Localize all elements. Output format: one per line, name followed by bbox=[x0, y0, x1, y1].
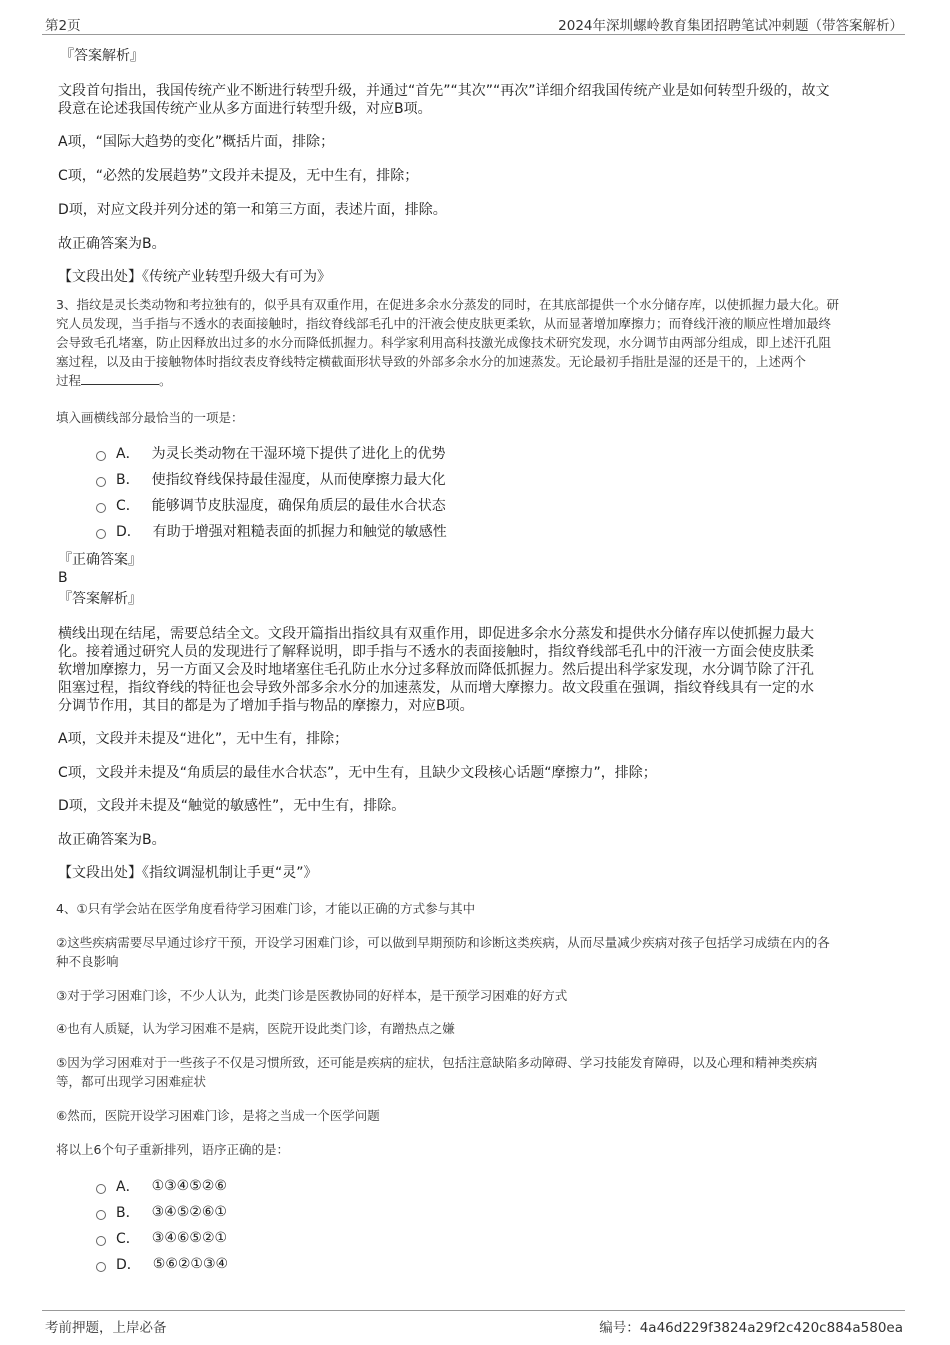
radio-button[interactable] bbox=[96, 1184, 106, 1194]
page-header bbox=[42, 12, 905, 35]
analysis-line: 化。接着通过研究人员的发现进行了解释说明，即手指与不透水的表面接触时，指纹脊线部毛孔中的汗液一方面会使皮肤柔 bbox=[58, 644, 814, 660]
stem-line: 塞过程，以及由于接触物体时指纹表皮脊线特定横截面形状导致的外部多余水分的加速蒸发。无论最初手指肚是湿的还是干的，上述两个 bbox=[56, 354, 807, 369]
question-3-stem bbox=[56, 295, 839, 390]
source-citation: 【文段出处】《传统产业转型升级大有可为》 bbox=[58, 269, 331, 285]
stem-line: 3、指纹是灵长类动物和考拉独有的，似乎具有双重作用，在促进多余水分蒸发的同时，在其底部提供一个水分储存库，以使抓握力最大化。研 bbox=[56, 297, 839, 312]
question-3-prompt: 填入画横线部分最恰当的一项是： bbox=[56, 410, 244, 425]
option-c[interactable]: C． 能够调节皮肤湿度，确保角质层的最佳水合状态 bbox=[96, 495, 446, 515]
radio-button[interactable] bbox=[96, 1236, 106, 1246]
page-number: 第2页 bbox=[45, 18, 81, 34]
radio-button[interactable] bbox=[96, 1262, 106, 1272]
analysis-line: 分调节作用，其目的都是为了增加手指与物品的摩擦力，对应B项。 bbox=[58, 698, 474, 714]
correct-answer: B bbox=[58, 570, 68, 586]
option-a[interactable]: A． 为灵长类动物在干湿环境下提供了进化上的优势 bbox=[96, 443, 446, 463]
sentence-3: ③对于学习困难门诊，不少人认为，此类门诊是医教协同的好样本，是干预学习困难的好方式 bbox=[56, 988, 568, 1003]
analysis-heading: 『答案解析』 bbox=[58, 591, 142, 607]
analysis-line: 阻塞过程，指纹脊线的特征也会导致外部多余水分的加速蒸发，从而增大摩擦力。故文段重在强调，指纹脊线具有一定的水 bbox=[58, 680, 814, 696]
fill-blank bbox=[81, 372, 159, 385]
stem-line: 会导致毛孔堵塞，防止因释放出过多的水分而降低抓握力。科学家利用高科技激光成像技术研究发现，水分调节由两部分组成，即上述汗孔阻 bbox=[56, 335, 832, 350]
correct-answer-heading: 『正确答案』 bbox=[58, 552, 142, 568]
option-c[interactable]: C． ③④⑥⑤②① bbox=[96, 1228, 227, 1248]
option-a[interactable]: A． ①③④⑤②⑥ bbox=[96, 1176, 227, 1196]
option-b[interactable]: B． ③④⑤②⑥① bbox=[96, 1202, 227, 1222]
stem-line: 过程 。 bbox=[56, 373, 172, 388]
document-code: 编号：4a46d229f3824a29f2c420c884a580ea bbox=[599, 1320, 903, 1336]
option-c-analysis: C项，文段并未提及“角质层的最佳水合状态”，无中生有，且缺少文段核心话题“摩擦力”，排除； bbox=[58, 765, 657, 781]
page-footer bbox=[42, 1310, 905, 1337]
option-d-analysis: D项，对应文段并列分述的第一和第三方面，表述片面，排除。 bbox=[58, 202, 447, 218]
option-d[interactable]: D． ⑤⑥②①③④ bbox=[96, 1254, 228, 1274]
option-a-analysis: A项，“国际大趋势的变化”概括片面，排除； bbox=[58, 134, 335, 150]
option-c-analysis: C项，“必然的发展趋势”文段并未提及，无中生有，排除； bbox=[58, 168, 419, 184]
option-b[interactable]: B． 使指纹脊线保持最佳湿度，从而使摩擦力最大化 bbox=[96, 469, 446, 489]
radio-button[interactable] bbox=[96, 529, 106, 539]
radio-button[interactable] bbox=[96, 451, 106, 461]
radio-button[interactable] bbox=[96, 477, 106, 487]
stem-line: 究人员发现，当手指与不透水的表面接触时，指纹脊线部毛孔中的汗液会使皮肤更柔软，从而显著增加摩擦力；而脊线汗液的顺应性增加最终 bbox=[56, 316, 832, 331]
sentence-5: ⑤因为学习困难对于一些孩子不仅是习惯所致，还可能是疾病的症状，包括注意缺陷多动障碍、学习技能发育障碍，以及心理和精神类疾病 等，都可出现学习困难症状 bbox=[56, 1055, 818, 1089]
analysis-line: 软增加摩擦力，另一方面又会及时地堵塞住毛孔防止水分过多释放而降低抓握力。然后提出科学家发现，水分调节除了汗孔 bbox=[58, 662, 814, 678]
option-d-analysis: D项，文段并未提及“触觉的敏感性”，无中生有，排除。 bbox=[58, 798, 406, 814]
radio-button[interactable] bbox=[96, 1210, 106, 1220]
conclusion: 故正确答案为B。 bbox=[58, 236, 166, 252]
sentence-4: ④也有人质疑，认为学习困难不是病，医院开设此类门诊，有蹭热点之嫌 bbox=[56, 1021, 455, 1036]
analysis-line: 段意在论述我国传统产业从多方面进行转型升级，对应B项。 bbox=[58, 101, 432, 117]
analysis-heading: 『答案解析』 bbox=[60, 48, 144, 64]
footer-slogan: 考前押题，上岸必备 bbox=[45, 1320, 167, 1336]
sentence-1: 4、①只有学会站在医学角度看待学习困难门诊，才能以正确的方式参与其中 bbox=[56, 901, 476, 916]
analysis-line: 文段首句指出，我国传统产业不断进行转型升级，并通过“首先”“其次”“再次”详细介绍我国传统产业是如何转型升级的，故文 bbox=[58, 83, 830, 99]
document-title: 2024年深圳螺岭教育集团招聘笔试冲刺题（带答案解析） bbox=[558, 18, 903, 34]
option-d[interactable]: D． 有助于增强对粗糙表面的抓握力和触觉的敏感性 bbox=[96, 521, 447, 541]
analysis-line: 横线出现在结尾，需要总结全文。文段开篇指出指纹具有双重作用，即促进多余水分蒸发和提供水分储存库以使抓握力最大 bbox=[58, 626, 814, 642]
option-a-analysis: A项，文段并未提及“进化”，无中生有，排除； bbox=[58, 731, 349, 747]
sentence-2: ②这些疾病需要尽早通过诊疗干预，开设学习困难门诊，可以做到早期预防和诊断这类疾病，从而尽量减少疾病对孩子包括学习成绩在内的各 种不良影响 bbox=[56, 935, 830, 969]
analysis-paragraph bbox=[58, 82, 830, 118]
sentence-6: ⑥然而，医院开设学习困难门诊，是将之当成一个医学问题 bbox=[56, 1108, 380, 1123]
analysis-paragraph bbox=[58, 625, 814, 715]
conclusion: 故正确答案为B。 bbox=[58, 832, 166, 848]
radio-button[interactable] bbox=[96, 503, 106, 513]
source-citation: 【文段出处】《指纹调湿机制让手更“灵”》 bbox=[58, 865, 318, 881]
question-4-prompt: 将以上6个句子重新排列，语序正确的是： bbox=[56, 1142, 289, 1157]
